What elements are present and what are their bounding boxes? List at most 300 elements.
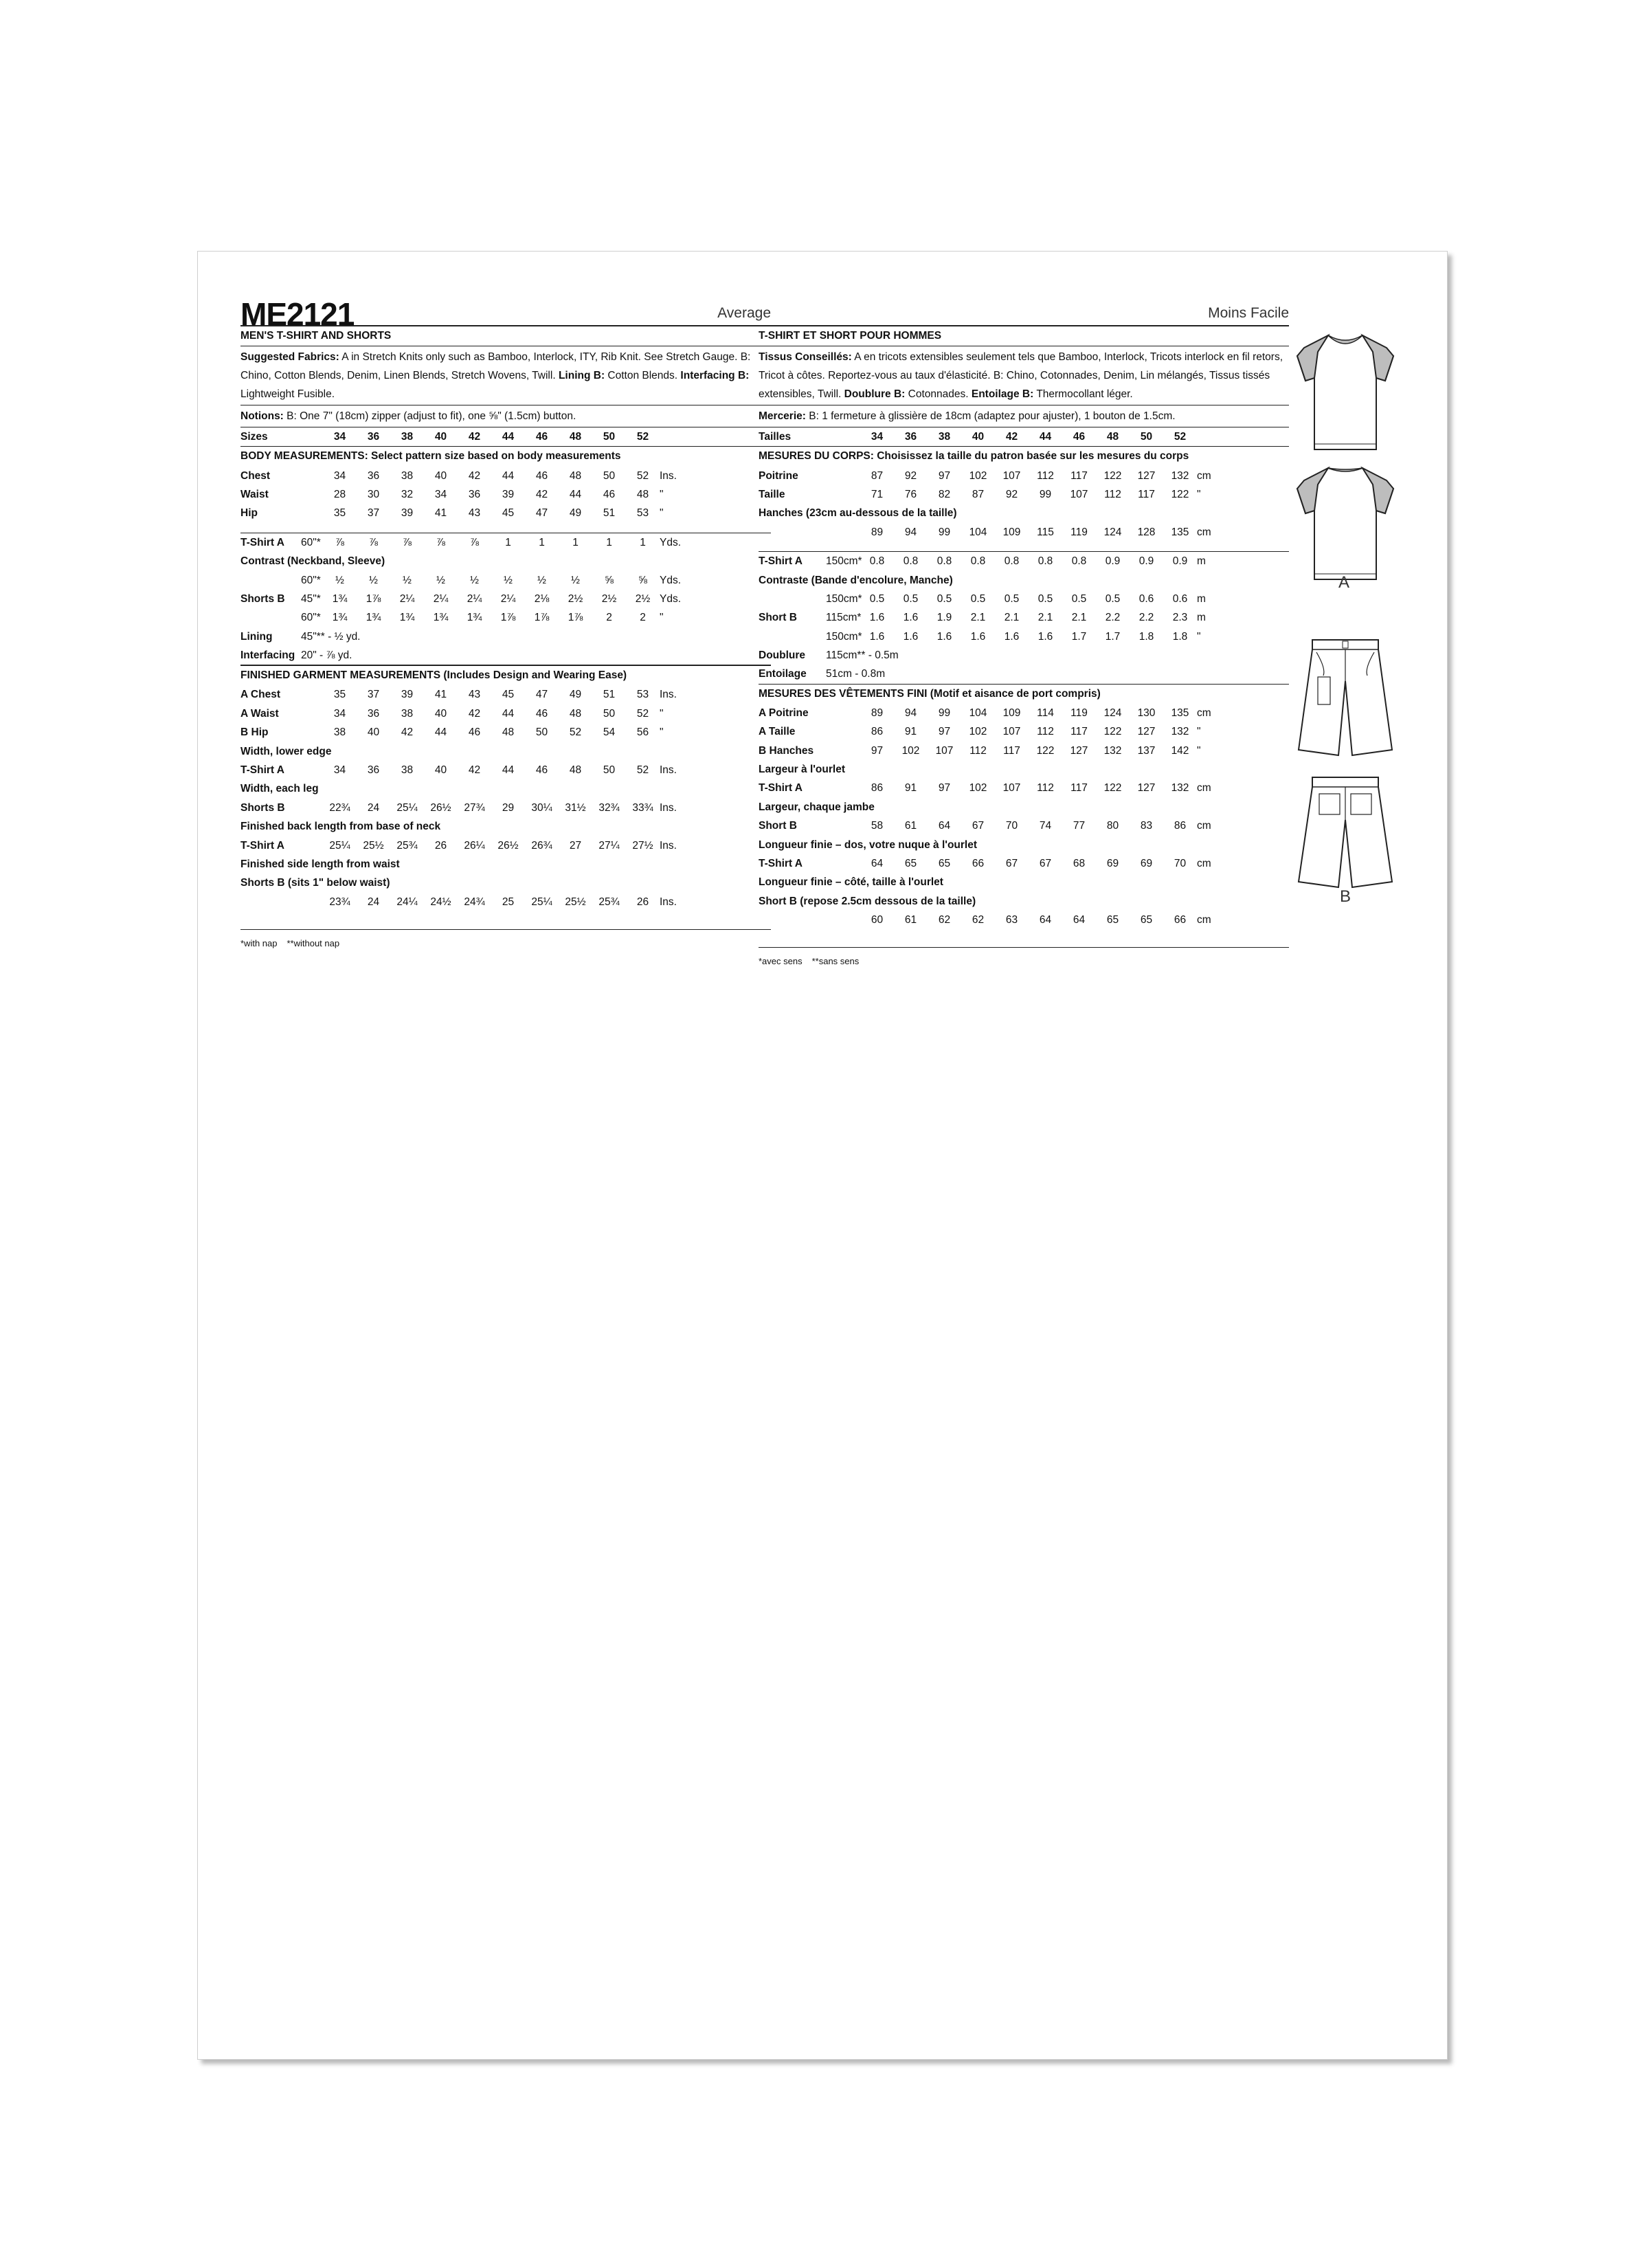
size-value: 102 xyxy=(969,726,987,738)
size-value: 35 xyxy=(333,507,346,520)
size-value: 2½ xyxy=(635,592,651,605)
size-value: 132 xyxy=(1171,469,1189,482)
size-value: 97 xyxy=(871,744,884,757)
size-value: 132 xyxy=(1171,782,1189,794)
size-value: 97 xyxy=(938,782,951,794)
unit: m xyxy=(1197,592,1206,605)
size-heading: 52 xyxy=(1174,431,1187,443)
size-value: 0.9 xyxy=(1138,555,1154,568)
size-value: 29 xyxy=(502,801,515,814)
unit: cm xyxy=(1197,782,1211,794)
table-row xyxy=(240,874,771,892)
size-value: ½ xyxy=(403,574,412,586)
fabric-width: 60"* xyxy=(301,536,321,548)
size-value: 107 xyxy=(1070,488,1088,500)
size-heading: 42 xyxy=(1005,431,1018,443)
table-row xyxy=(240,761,771,779)
row-label: Hip xyxy=(240,507,258,520)
fabric-width xyxy=(301,685,323,704)
size-value: 67 xyxy=(972,820,985,832)
fabrics-paragraph-fr: Tissus Conseillés: A en tricots extensibles seulement tels que Bamboo, Interlock, Tricots interlock en fil retors, Tricot à côtes. Reportez-vous au taux d'élasticité. B: Chino, Cotonnades, Denim, Lin mélangés, Tissus tissés extensibles, Twill. Doublure B: Cotonnades. Entoilage B: Thermocollant léger. xyxy=(759,346,1289,405)
size-value: 41 xyxy=(434,507,447,520)
size-value: 2 xyxy=(640,612,646,624)
row-label: Contrast (Neckband, Sleeve) xyxy=(240,555,385,568)
size-value: 2⅛ xyxy=(534,592,550,605)
pattern-title: MEN'S T-SHIRT AND SHORTS xyxy=(240,326,771,346)
size-value: 0.5 xyxy=(1037,592,1053,605)
size-value: 1.7 xyxy=(1071,630,1087,643)
unit: " xyxy=(1197,488,1201,500)
size-value: 1⅞ xyxy=(534,612,550,624)
table-row xyxy=(240,704,771,723)
size-value: 63 xyxy=(1005,914,1018,926)
row-label: Longueur finie – côté, taille à l'ourlet xyxy=(759,876,943,889)
size-value: 25¼ xyxy=(329,839,350,852)
size-value: ½ xyxy=(369,574,378,586)
unit: cm xyxy=(1197,914,1211,926)
size-value: 2¼ xyxy=(467,592,482,605)
body-measurements-table-fr xyxy=(759,466,1289,542)
view-a-label: A xyxy=(1338,573,1350,592)
size-value: 58 xyxy=(871,820,884,832)
size-value: 40 xyxy=(367,726,380,739)
size-value: ⅝ xyxy=(638,574,647,586)
size-value: ½ xyxy=(335,574,344,586)
shorts-front-illustration xyxy=(1290,633,1400,764)
pattern-number: ME2121 xyxy=(240,296,355,332)
fabric-width xyxy=(301,893,323,911)
size-value: 46 xyxy=(535,764,548,777)
table-row xyxy=(240,836,771,854)
size-value: 80 xyxy=(1106,820,1119,832)
size-value: 60 xyxy=(871,914,884,926)
size-value: 36 xyxy=(367,707,380,720)
size-value: 34 xyxy=(434,488,447,500)
size-value: ⅞ xyxy=(403,536,412,548)
size-value: 1.6 xyxy=(1004,630,1020,643)
fabric-width xyxy=(301,723,323,742)
size-value: 0.8 xyxy=(1037,555,1053,568)
size-heading: 52 xyxy=(636,431,649,443)
table-row xyxy=(759,590,1289,608)
row-label xyxy=(759,627,826,646)
fabric-width xyxy=(826,854,860,873)
size-value: 50 xyxy=(603,764,616,777)
table-row xyxy=(759,854,1289,873)
unit: cm xyxy=(1197,820,1211,832)
unit: m xyxy=(1197,612,1206,624)
size-value: 52 xyxy=(636,707,649,720)
table-row xyxy=(240,552,771,570)
row-label: T-Shirt A xyxy=(759,782,803,794)
size-value: 24½ xyxy=(430,896,451,908)
header-fr xyxy=(759,289,1289,326)
size-value: 1 xyxy=(572,536,579,548)
finished-measurements-title: FINISHED GARMENT MEASUREMENTS (Includes Design and Wearing Ease) xyxy=(240,665,771,685)
size-value: 112 xyxy=(1104,488,1121,500)
size-value: 86 xyxy=(1174,820,1187,832)
size-value: 34 xyxy=(333,707,346,720)
size-value: 46 xyxy=(603,488,616,500)
size-value: 86 xyxy=(871,726,884,738)
size-value: 0.9 xyxy=(1172,555,1188,568)
size-value: 25¼ xyxy=(396,801,418,814)
lining-interfacing-table-fr xyxy=(759,646,1289,684)
size-value: 117 xyxy=(1003,744,1020,757)
table-row xyxy=(759,892,1289,911)
interfacing-label-fr: Entoilage xyxy=(759,668,807,680)
size-value: 37 xyxy=(367,507,380,520)
size-value: 61 xyxy=(904,914,917,926)
size-value: 1.6 xyxy=(1037,630,1053,643)
size-value: 112 xyxy=(969,744,987,757)
size-value: 122 xyxy=(1171,488,1189,500)
table-row xyxy=(759,835,1289,854)
size-value: 0.5 xyxy=(1105,592,1121,605)
size-value: ½ xyxy=(504,574,513,586)
size-value: 26 xyxy=(434,839,447,852)
size-value: 25½ xyxy=(565,896,586,908)
size-value: 1⅞ xyxy=(366,592,381,605)
body-measurements-title: BODY MEASUREMENTS: Select pattern size based on body measurements xyxy=(240,450,621,463)
table-row xyxy=(759,504,1289,522)
size-value: 36 xyxy=(468,488,481,500)
size-value: 104 xyxy=(969,526,987,538)
size-value: 107 xyxy=(1002,726,1021,738)
size-value: ⅞ xyxy=(335,536,344,548)
size-value: 65 xyxy=(1106,914,1119,926)
size-value: 127 xyxy=(1137,469,1156,482)
size-value: 65 xyxy=(938,858,951,869)
size-value: 27¾ xyxy=(464,801,485,814)
size-value: 94 xyxy=(904,707,917,719)
fabric-width: 60"* xyxy=(301,574,321,586)
size-value: 70 xyxy=(1174,858,1187,869)
unit: Ins. xyxy=(660,469,677,482)
interfacing-yardage: 20" - ⅞ yd. xyxy=(301,649,352,662)
tshirt-back-illustration xyxy=(1290,461,1400,585)
table-row xyxy=(240,855,771,874)
size-value: 102 xyxy=(901,744,920,757)
size-value: 1¾ xyxy=(332,592,348,605)
table-row xyxy=(759,570,1289,589)
row-label: A Chest xyxy=(240,689,280,701)
size-value: 2½ xyxy=(568,592,583,605)
size-value: 42 xyxy=(535,488,548,500)
row-label xyxy=(759,590,826,608)
table-row xyxy=(240,817,771,836)
fabric-width: 115cm* xyxy=(826,612,862,624)
size-value: 66 xyxy=(1174,914,1187,926)
row-label: Largeur à l'ourlet xyxy=(759,764,845,776)
size-value: 83 xyxy=(1140,820,1153,832)
lining-interfacing-table xyxy=(240,627,771,666)
fabric-width xyxy=(301,761,323,779)
size-value: 47 xyxy=(535,507,548,520)
unit: Ins. xyxy=(660,764,677,777)
size-value: 92 xyxy=(1005,488,1018,500)
size-value: 0.8 xyxy=(1004,555,1020,568)
size-value: 74 xyxy=(1039,820,1052,832)
unit: Yds. xyxy=(660,574,682,586)
size-value: 2.2 xyxy=(1138,612,1154,624)
table-row xyxy=(240,504,771,522)
fabric-width: 150cm* xyxy=(826,630,862,643)
interfacing-label: Interfacing xyxy=(240,649,295,662)
table-row xyxy=(759,779,1289,797)
size-value: ½ xyxy=(537,574,546,586)
size-value: 50 xyxy=(535,726,548,739)
size-heading: 46 xyxy=(535,431,548,443)
size-value: 1¾ xyxy=(433,612,449,624)
size-heading: 38 xyxy=(938,431,951,443)
size-value: 44 xyxy=(502,764,515,777)
row-label: Hanches (23cm au-dessous de la taille) xyxy=(759,507,957,520)
size-value: 87 xyxy=(871,469,884,482)
fabric-width xyxy=(826,523,860,542)
size-heading: 38 xyxy=(401,431,414,443)
finished-measurements-title-fr: MESURES DES VÊTEMENTS FINI (Motif et aisance de port compris) xyxy=(759,684,1289,704)
size-value: 1¾ xyxy=(332,612,348,624)
size-value: 40 xyxy=(434,764,447,777)
size-value: 1.8 xyxy=(1172,630,1188,643)
size-value: 119 xyxy=(1070,707,1088,719)
fabric-width xyxy=(826,816,860,835)
footnote-with-nap: *with nap xyxy=(240,937,278,948)
size-value: 82 xyxy=(938,488,951,500)
table-row xyxy=(240,723,771,742)
row-label: Shorts B xyxy=(240,801,285,814)
unit: cm xyxy=(1197,469,1211,482)
size-value: 48 xyxy=(636,488,649,500)
size-value: 69 xyxy=(1106,858,1119,869)
size-value: 142 xyxy=(1171,744,1189,757)
size-heading: 40 xyxy=(972,431,985,443)
row-label xyxy=(759,523,826,542)
size-value: 135 xyxy=(1171,526,1189,538)
size-value: 0.5 xyxy=(869,592,885,605)
row-label: Waist xyxy=(240,488,269,500)
size-value: 61 xyxy=(904,820,917,832)
size-value: 43 xyxy=(468,689,481,701)
size-value: 47 xyxy=(535,689,548,701)
row-label: A Taille xyxy=(759,726,796,738)
size-value: 62 xyxy=(938,914,951,926)
size-value: 24 xyxy=(367,801,380,814)
size-value: 36 xyxy=(367,764,380,777)
size-value: 94 xyxy=(904,526,917,538)
row-label: Short B (repose 2.5cm dessous de la taille) xyxy=(759,895,976,907)
row-label: Short B xyxy=(759,612,797,624)
size-value: 132 xyxy=(1171,726,1189,738)
size-heading: 50 xyxy=(603,431,616,443)
size-value: ⅞ xyxy=(369,536,378,548)
size-value: 1 xyxy=(640,536,646,548)
footnote-without-nap: **without nap xyxy=(287,937,340,948)
size-value: 49 xyxy=(569,689,582,701)
table-row xyxy=(759,873,1289,891)
fabric-width xyxy=(826,911,860,929)
size-value: 0.5 xyxy=(970,592,986,605)
fabric-width: 150cm* xyxy=(826,592,862,605)
size-value: 44 xyxy=(569,488,582,500)
footnote-sans-sens: **sans sens xyxy=(811,956,860,967)
size-value: 122 xyxy=(1103,469,1122,482)
row-label xyxy=(240,570,301,589)
size-value: 30 xyxy=(367,488,380,500)
size-value: 62 xyxy=(972,914,985,926)
fabric-width xyxy=(826,466,860,485)
size-value: 77 xyxy=(1073,820,1086,832)
size-value: 1.7 xyxy=(1105,630,1121,643)
size-value: 2½ xyxy=(601,592,617,605)
unit: Yds. xyxy=(660,592,682,605)
size-value: 112 xyxy=(1037,469,1054,482)
unit: " xyxy=(660,488,664,500)
size-value: 2.1 xyxy=(1004,612,1020,624)
size-value: 25¾ xyxy=(396,839,418,852)
tshirt-front-illustration xyxy=(1290,327,1400,458)
size-value: 24¼ xyxy=(396,896,418,908)
size-value: 2¼ xyxy=(433,592,449,605)
pattern-title-fr: T-SHIRT ET SHORT POUR HOMMES xyxy=(759,326,1289,346)
size-value: 114 xyxy=(1037,707,1054,719)
size-value: 42 xyxy=(401,726,414,739)
table-row xyxy=(240,685,771,704)
size-value: 0.8 xyxy=(903,555,919,568)
size-value: 99 xyxy=(938,526,951,538)
size-value: 52 xyxy=(636,469,649,482)
size-value: 53 xyxy=(636,507,649,520)
size-value: 0.5 xyxy=(936,592,952,605)
size-value: 52 xyxy=(636,764,649,777)
size-value: 40 xyxy=(434,707,447,720)
size-value: 2.2 xyxy=(1105,612,1121,624)
size-value: ⅞ xyxy=(436,536,445,548)
size-value: 40 xyxy=(434,469,447,482)
sizes-label: Tailles xyxy=(759,431,792,443)
size-value: 0.5 xyxy=(1004,592,1020,605)
table-row xyxy=(240,485,771,504)
size-heading: 44 xyxy=(1039,431,1052,443)
table-row xyxy=(759,798,1289,816)
fabric-width xyxy=(826,704,860,722)
fabric-width xyxy=(826,741,860,759)
size-value: 42 xyxy=(468,469,481,482)
size-value: 45 xyxy=(502,689,515,701)
fabric-width xyxy=(301,485,323,504)
row-label xyxy=(240,893,301,911)
size-value: 44 xyxy=(502,469,515,482)
size-value: 87 xyxy=(972,488,985,500)
unit: Ins. xyxy=(660,689,677,701)
row-label xyxy=(759,911,826,929)
size-value: 27 xyxy=(569,839,582,852)
size-value: 38 xyxy=(401,469,414,482)
size-value: 1 xyxy=(505,536,511,548)
size-value: 23¾ xyxy=(329,896,350,908)
size-value: 56 xyxy=(636,726,649,739)
size-value: 1.6 xyxy=(903,612,919,624)
size-value: 35 xyxy=(333,689,346,701)
unit: " xyxy=(660,707,664,720)
size-value: 38 xyxy=(401,707,414,720)
size-value: 91 xyxy=(904,726,917,738)
size-value: 0.5 xyxy=(1071,592,1087,605)
size-value: 70 xyxy=(1005,820,1018,832)
size-heading: 48 xyxy=(569,431,582,443)
interfacing-yardage-fr: 51cm - 0.8m xyxy=(826,668,886,680)
size-value: 48 xyxy=(569,764,582,777)
size-value: 42 xyxy=(468,707,481,720)
size-value: 0.8 xyxy=(970,555,986,568)
row-label: A Waist xyxy=(240,707,279,720)
shorts-back-illustration xyxy=(1290,770,1400,894)
size-value: 0.5 xyxy=(903,592,919,605)
footnotes xyxy=(240,929,771,953)
size-value: 27½ xyxy=(632,839,653,852)
fabric-width xyxy=(301,504,323,522)
size-value: 24¾ xyxy=(464,896,485,908)
row-label: Chest xyxy=(240,469,271,482)
table-row xyxy=(759,722,1289,741)
row-label: B Hip xyxy=(240,726,269,739)
size-value: 39 xyxy=(401,507,414,520)
notions-paragraph-fr: Mercerie: B: 1 fermeture à glissière de 18cm (adaptez pour ajuster), 1 bouton de 1.5cm. xyxy=(759,405,1289,427)
size-value: 42 xyxy=(468,764,481,777)
size-value: 107 xyxy=(1002,782,1021,794)
unit: " xyxy=(660,507,664,520)
lining-yardage-fr: 115cm** - 0.5m xyxy=(826,649,899,662)
size-value: 2¼ xyxy=(399,592,415,605)
table-row xyxy=(759,485,1289,504)
size-value: 122 xyxy=(1103,726,1122,738)
table-row xyxy=(240,570,771,589)
fabric-width: 45"* xyxy=(301,592,321,605)
row-label xyxy=(240,608,301,627)
unit: " xyxy=(660,612,664,624)
size-heading: 46 xyxy=(1073,431,1086,443)
size-value: 69 xyxy=(1140,858,1153,869)
row-label: Largeur, chaque jambe xyxy=(759,801,875,813)
size-value: 109 xyxy=(1002,526,1021,538)
unit: Ins. xyxy=(660,801,677,814)
size-value: 89 xyxy=(871,707,884,719)
row-label: Shorts B xyxy=(240,592,285,605)
size-value: 122 xyxy=(1036,744,1055,757)
size-value: 38 xyxy=(333,726,346,739)
table-row xyxy=(759,816,1289,835)
row-label: Shorts B (sits 1" below waist) xyxy=(240,877,390,889)
lining-label: Lining xyxy=(240,630,273,643)
unit: Ins. xyxy=(660,839,677,852)
table-row xyxy=(240,893,771,911)
size-value: 1.9 xyxy=(936,612,952,624)
size-value: 46 xyxy=(468,726,481,739)
size-value: 130 xyxy=(1137,707,1156,719)
size-value: 97 xyxy=(938,469,951,482)
size-value: 37 xyxy=(367,689,380,701)
size-value: 44 xyxy=(502,707,515,720)
size-value: 26½ xyxy=(430,801,451,814)
size-value: 64 xyxy=(871,858,884,869)
size-value: 124 xyxy=(1103,526,1122,538)
size-value: 137 xyxy=(1137,744,1156,757)
table-row xyxy=(759,523,1289,542)
size-value: 49 xyxy=(569,507,582,520)
size-value: 132 xyxy=(1103,744,1122,757)
table-row xyxy=(759,741,1289,759)
